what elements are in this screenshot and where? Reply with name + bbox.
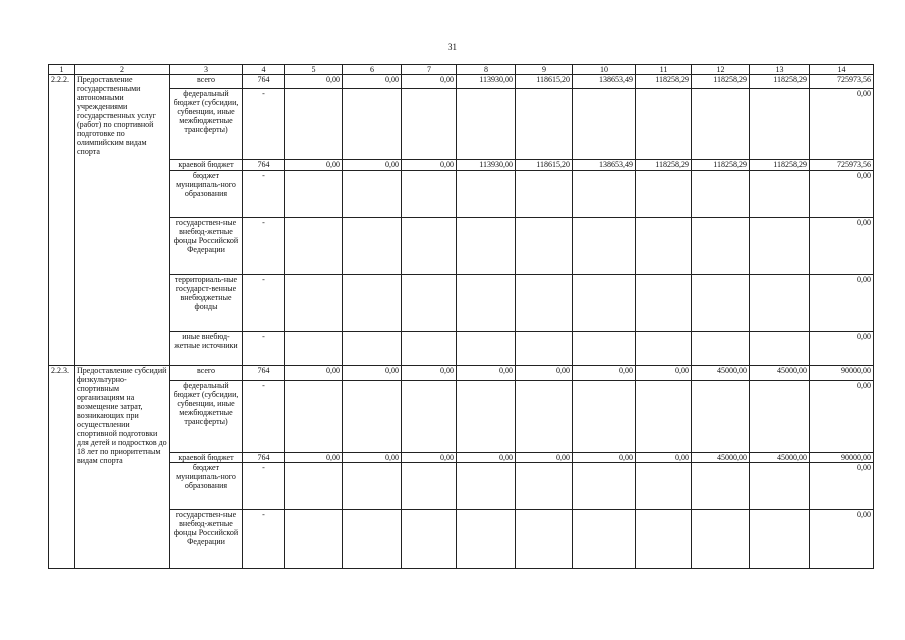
value-cell [402,171,457,218]
header-cell: 6 [343,65,402,75]
value-cell: 45000,00 [692,366,750,381]
value-cell [750,218,810,275]
table-row [49,332,874,366]
section-code-cell: 2.2.2. [49,75,75,366]
funding-source-cell: государствен-ные внебюд-жетные фонды Российской Федерации [170,218,243,275]
value-cell: 0,00 [343,366,402,381]
header-cell: 13 [750,65,810,75]
value-cell [692,463,750,510]
value-cell [402,218,457,275]
value-cell: 113930,00 [457,160,516,171]
value-cell: 118258,29 [636,75,692,89]
value-cell [343,463,402,510]
header-cell: 14 [810,65,874,75]
header-cell: 10 [573,65,636,75]
funding-source-cell: территориаль-ные государст-венные внебюджетные фонды [170,275,243,332]
funding-source-cell: федеральный бюджет (субсидии, субвенции, иные межбюджетные трансферты) [170,381,243,453]
value-cell [457,218,516,275]
value-cell [636,275,692,332]
header-cell: 12 [692,65,750,75]
value-cell [457,275,516,332]
header-cell: 4 [243,65,285,75]
value-cell: 0,00 [402,160,457,171]
value-cell [516,463,573,510]
value-cell [285,89,343,160]
value-cell [343,381,402,453]
value-cell [285,381,343,453]
value-cell [573,463,636,510]
total-cell: 0,00 [810,171,874,218]
header-row [49,65,874,75]
funding-source-cell: всего [170,75,243,89]
value-cell [457,381,516,453]
code-cell: - [243,89,285,160]
value-cell [402,275,457,332]
value-cell [636,463,692,510]
value-cell: 45000,00 [750,366,810,381]
value-cell [750,89,810,160]
code-cell: - [243,463,285,510]
value-cell [343,218,402,275]
funding-source-cell: всего [170,366,243,381]
value-cell: 0,00 [457,366,516,381]
value-cell [402,332,457,366]
value-cell [750,171,810,218]
funding-source-cell: краевой бюджет [170,160,243,171]
value-cell [692,381,750,453]
value-cell [516,171,573,218]
value-cell [636,218,692,275]
code-cell: - [243,381,285,453]
value-cell [457,89,516,160]
value-cell [636,171,692,218]
value-cell: 0,00 [516,366,573,381]
value-cell: 45000,00 [750,453,810,463]
value-cell [573,510,636,569]
code-cell: 764 [243,366,285,381]
value-cell: 118615,20 [516,160,573,171]
value-cell: 113930,00 [457,75,516,89]
header-cell: 5 [285,65,343,75]
value-cell [402,381,457,453]
table-row [49,89,874,160]
value-cell [692,171,750,218]
value-cell [343,89,402,160]
value-cell [402,89,457,160]
value-cell [285,463,343,510]
code-cell: - [243,275,285,332]
value-cell [343,332,402,366]
value-cell [692,510,750,569]
value-cell: 0,00 [636,366,692,381]
value-cell: 118258,29 [636,160,692,171]
value-cell [573,89,636,160]
value-cell: 0,00 [573,366,636,381]
value-cell: 0,00 [516,453,573,463]
value-cell [692,275,750,332]
value-cell: 138653,49 [573,75,636,89]
value-cell: 0,00 [343,453,402,463]
table-row [49,463,874,510]
total-cell: 0,00 [810,510,874,569]
value-cell [692,218,750,275]
value-cell: 0,00 [457,453,516,463]
value-cell [457,510,516,569]
header-cell: 11 [636,65,692,75]
section-code-cell: 2.2.3. [49,366,75,569]
value-cell [343,510,402,569]
value-cell [636,381,692,453]
value-cell: 0,00 [402,75,457,89]
value-cell [636,510,692,569]
value-cell [636,89,692,160]
table-row [49,160,874,171]
funding-source-cell: федеральный бюджет (субсидии, субвенции, иные межбюджетные трансферты) [170,89,243,160]
value-cell [516,275,573,332]
total-cell: 90000,00 [810,366,874,381]
funding-source-cell: иные внебюд-жетные источники [170,332,243,366]
value-cell [343,275,402,332]
value-cell [402,510,457,569]
total-cell: 0,00 [810,332,874,366]
header-cell: 9 [516,65,573,75]
value-cell [573,275,636,332]
value-cell: 0,00 [343,160,402,171]
value-cell [343,171,402,218]
value-cell: 0,00 [285,160,343,171]
total-cell: 0,00 [810,381,874,453]
value-cell: 118258,29 [750,160,810,171]
value-cell: 138653,49 [573,160,636,171]
total-cell: 0,00 [810,218,874,275]
value-cell: 118615,20 [516,75,573,89]
value-cell: 118258,29 [692,160,750,171]
code-cell: 764 [243,75,285,89]
code-cell: - [243,218,285,275]
table-row [49,75,874,89]
total-cell: 725973,56 [810,75,874,89]
funding-source-cell: государствен-ные внебюд-жетные фонды Российской Федерации [170,510,243,569]
value-cell [692,332,750,366]
value-cell [516,332,573,366]
funding-source-cell: бюджет муниципаль-ного образования [170,463,243,510]
value-cell: 0,00 [636,453,692,463]
value-cell [750,275,810,332]
table-row [49,218,874,275]
value-cell [516,89,573,160]
table-row [49,275,874,332]
value-cell [516,510,573,569]
total-cell: 90000,00 [810,453,874,463]
header-cell: 1 [49,65,75,75]
value-cell [285,275,343,332]
value-cell [516,218,573,275]
total-cell: 0,00 [810,463,874,510]
page-number: 31 [448,42,457,52]
code-cell: 764 [243,453,285,463]
value-cell: 45000,00 [692,453,750,463]
value-cell [636,332,692,366]
code-cell: - [243,510,285,569]
code-cell: - [243,332,285,366]
value-cell [457,463,516,510]
table-row [49,381,874,453]
value-cell [516,381,573,453]
code-cell: - [243,171,285,218]
value-cell: 0,00 [343,75,402,89]
budget-table [48,64,874,569]
value-cell: 0,00 [285,453,343,463]
header-cell: 3 [170,65,243,75]
funding-source-cell: краевой бюджет [170,453,243,463]
value-cell: 118258,29 [750,75,810,89]
funding-source-cell: бюджет муниципаль-ного образования [170,171,243,218]
value-cell [457,171,516,218]
total-cell: 0,00 [810,275,874,332]
value-cell: 0,00 [402,453,457,463]
header-cell: 8 [457,65,516,75]
value-cell [285,171,343,218]
value-cell [573,171,636,218]
value-cell [285,218,343,275]
task-name-cell: Предоставление субсидий физкультурно-спортивным организациям на возмещение затрат, возникающих при осуществлении спортивной подготовки для детей и подростков до 18 лет по приоритетным видам спорта [75,366,170,569]
value-cell: 0,00 [573,453,636,463]
code-cell: 764 [243,160,285,171]
value-cell [750,510,810,569]
value-cell [457,332,516,366]
value-cell [750,332,810,366]
value-cell [692,89,750,160]
table-row [49,171,874,218]
value-cell: 0,00 [285,75,343,89]
task-name-cell: Предоставление государственными автономными учреждениями государственных услуг (работ) по спортивной подготовке по олимпийским видам спорта [75,75,170,366]
value-cell [285,510,343,569]
value-cell: 0,00 [402,366,457,381]
table-row [49,453,874,463]
table-row [49,366,874,381]
value-cell [750,381,810,453]
value-cell [402,463,457,510]
value-cell [573,218,636,275]
value-cell [573,332,636,366]
header-cell: 2 [75,65,170,75]
header-cell: 7 [402,65,457,75]
value-cell: 0,00 [285,366,343,381]
value-cell [285,332,343,366]
table-row [49,510,874,569]
total-cell: 0,00 [810,89,874,160]
value-cell [573,381,636,453]
value-cell: 118258,29 [692,75,750,89]
value-cell [750,463,810,510]
total-cell: 725973,56 [810,160,874,171]
